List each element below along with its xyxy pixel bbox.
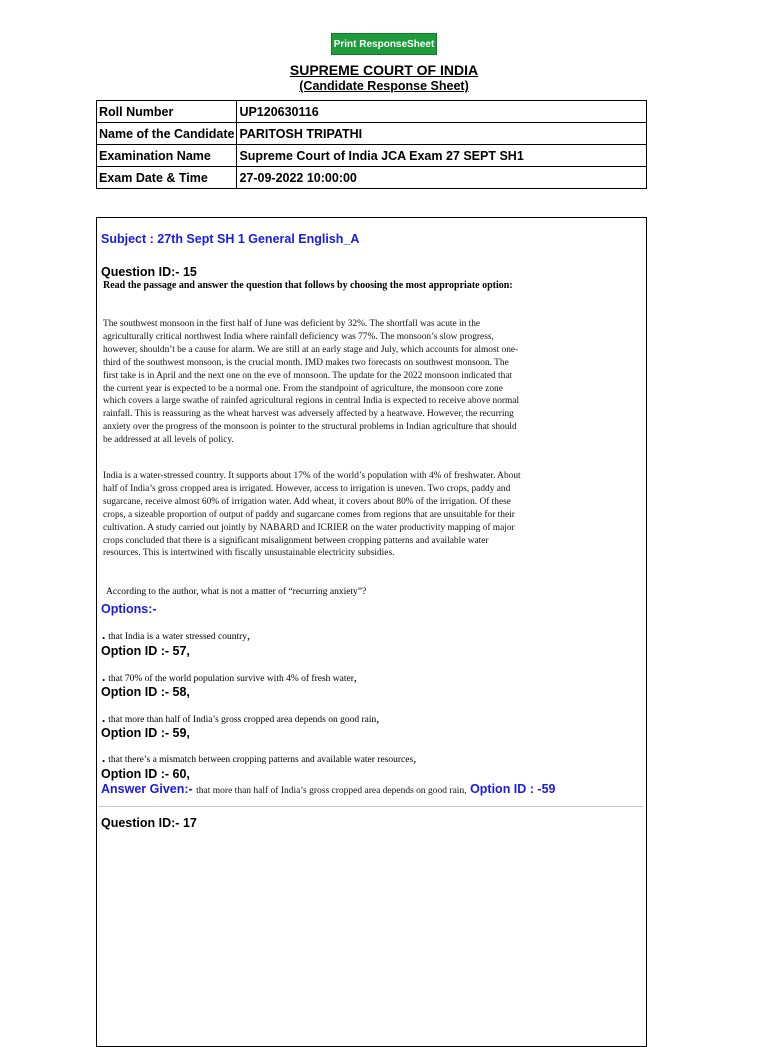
subject-heading: Subject : 27th Sept SH 1 General English_A — [101, 232, 360, 246]
page-title: SUPREME COURT OF INDIA — [289, 62, 479, 78]
table-row — [97, 101, 647, 123]
exam-name-label: Examination Name — [97, 145, 237, 167]
options-label: Options:- — [101, 602, 157, 616]
passage-paragraph-1: The southwest monsoon in the first half of June was deficient by 32%. The shortfall was acute in the agriculturally critical northwest India where rainfall deficiency was 77%. The monsoon’s slow progress, however, shouldn’t be a cause for alarm. We are still at an early stage and July, which accounts for almost one-third of the southwest monsoon, is the crucial month. IMD makes two forecasts on southwest monsoon. The first take is in April and the next one on the eve of monsoon. The update for the 2022 monsoon indicated that the current year is expected to be a normal one. From the standpoint of agriculture, the monsoon core zone which covers a large swathe of rainfed agricultural regions in central India is expected to receive above normal rainfall. This is reassuring as the wheat harvest was adversely affected by a heatwave. However, the recurring anxiety over the progress of the monsoon is pointer to the structural problems in Indian agriculture that should be addressed at all levels of policy. — [103, 319, 520, 446]
roll-number-label: Roll Number — [97, 101, 237, 123]
option-58-text — [102, 669, 357, 685]
table-row — [97, 167, 647, 189]
question-id-15: Question ID:- 15 — [101, 265, 197, 279]
candidate-name-label: Name of the Candidate — [97, 123, 237, 145]
answer-comma: , — [464, 786, 467, 796]
bullet-icon: . — [102, 669, 106, 684]
option-comma: , — [376, 711, 380, 725]
answer-given-row — [101, 782, 555, 796]
option-id-57: Option ID :- 57, — [101, 644, 190, 658]
option-comma: , — [413, 751, 417, 765]
option-59-text — [102, 710, 379, 726]
option-comma: , — [247, 628, 251, 642]
option-60-text — [102, 750, 416, 766]
question-id-17: Question ID:- 17 — [101, 816, 197, 830]
page-subtitle: (Candidate Response Sheet) — [299, 79, 469, 93]
bullet-icon: . — [102, 710, 106, 725]
exam-name-value: Supreme Court of India JCA Exam 27 SEPT SH1 — [237, 145, 647, 167]
option-text: that 70% of the world population survive with 4% of fresh water — [108, 674, 354, 684]
answer-given-label: Answer Given:- — [101, 782, 193, 796]
candidate-name-value: PARITOSH TRIPATHI — [237, 123, 647, 145]
option-id-60: Option ID :- 60, — [101, 767, 190, 781]
bullet-icon: . — [102, 627, 106, 642]
option-text: that India is a water stressed country — [108, 632, 248, 642]
exam-date-value: 27-09-2022 10:00:00 — [237, 167, 647, 189]
option-id-58: Option ID :- 58, — [101, 685, 190, 699]
bullet-icon: . — [102, 750, 106, 765]
table-row — [97, 123, 647, 145]
print-response-sheet-button[interactable]: Print ResponseSheet — [331, 33, 437, 55]
answer-option-id: Option ID : -59 — [470, 782, 556, 796]
answer-given-text: that more than half of India’s gross cropped area depends on good rain — [196, 786, 465, 796]
exam-date-label: Exam Date & Time — [97, 167, 237, 189]
option-57-text — [102, 627, 250, 643]
option-comma: , — [353, 670, 357, 684]
roll-number-value: UP120630116 — [237, 101, 647, 123]
option-id-59: Option ID :- 59, — [101, 726, 190, 740]
candidate-info-table — [96, 100, 647, 189]
question-text: According to the author, what is not a matter of “recurring anxiety”? — [106, 587, 367, 597]
table-row — [97, 145, 647, 167]
option-text: that there’s a mismatch between cropping patterns and available water resources — [108, 755, 414, 765]
option-text: that more than half of India’s gross cropped area depends on good rain — [108, 715, 377, 725]
question-divider — [98, 806, 643, 807]
question-instruction: Read the passage and answer the question that follows by choosing the most appropriate option: — [103, 280, 513, 291]
passage-paragraph-2: India is a water-stressed country. It supports about 17% of the world’s population with 4% of freshwater. About half of India’s gross cropped area is irrigated. However, access to irrigation is uneven. Two crops, paddy and sugarcane, receive almost 60% of irrigation water. Add wheat, it covers about 80% of the irrigation. Of these crops, a sizeable proportion of output of paddy and sugarcane comes from regions that are unsuitable for their cultivation. A study carried out jointly by NABARD and ICRIER on the water productivity mapping of major crops concluded that there is a significant misalignment between cropping patterns and available water resources. This is intertwined with fiscally unsustainable electricity subsidies. — [103, 471, 521, 559]
